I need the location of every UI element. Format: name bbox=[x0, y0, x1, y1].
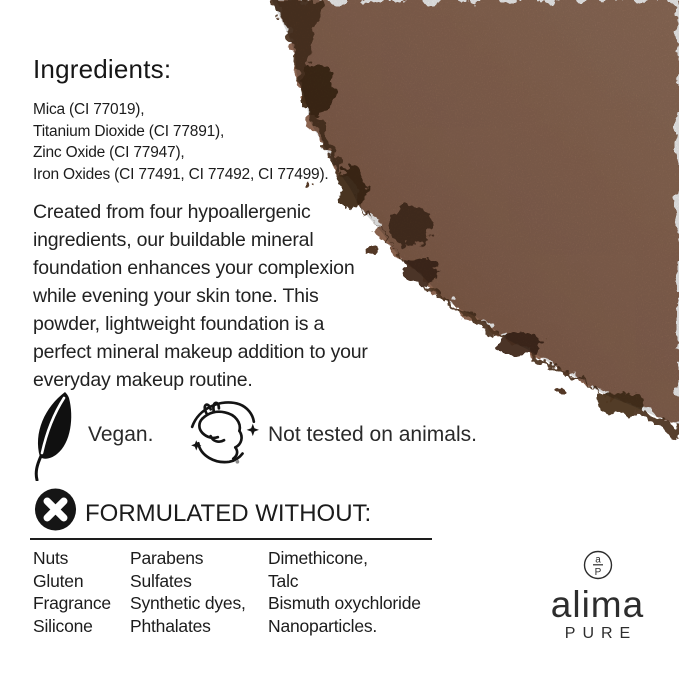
excluded-ingredient: Dimethicone, bbox=[268, 548, 368, 568]
ingredient-line: Mica (CI 77019), bbox=[33, 101, 145, 118]
ingredients-section bbox=[33, 54, 329, 185]
leaf-icon bbox=[29, 391, 81, 486]
brand-monogram-icon bbox=[582, 548, 614, 582]
cruelty-free-label: Not tested on animals. bbox=[268, 423, 477, 446]
ingredient-line: Titanium Dioxide (CI 77891), bbox=[33, 122, 225, 140]
formulated-without-header bbox=[30, 488, 450, 534]
excluded-ingredient: Sulfates bbox=[130, 570, 192, 591]
brand-tagline: PURE bbox=[564, 625, 638, 642]
excluded-ingredient: Talc bbox=[268, 570, 299, 591]
excluded-ingredient: Silicone bbox=[33, 615, 93, 636]
divider-line bbox=[30, 538, 432, 540]
leaping-bunny-icon bbox=[186, 396, 260, 475]
x-circle-icon bbox=[34, 488, 77, 536]
product-description bbox=[33, 198, 368, 394]
description-line: foundation enhances your complexion bbox=[33, 257, 355, 279]
description-line: perfect mineral makeup addition to your bbox=[33, 341, 368, 363]
description-line: while evening your skin tone. This bbox=[33, 285, 319, 307]
ingredient-line: Iron Oxides (CI 77491, CI 77492, CI 77499). bbox=[33, 165, 329, 183]
excluded-ingredient: Fragrance bbox=[33, 593, 111, 613]
description-line: ingredients, our buildable mineral bbox=[33, 229, 314, 251]
description-line: everyday makeup routine. bbox=[33, 369, 253, 391]
monogram-letter-top: a bbox=[594, 554, 601, 566]
vegan-label: Vegan. bbox=[88, 423, 154, 446]
excluded-ingredient: Parabens bbox=[130, 548, 204, 568]
formulated-without-heading: FORMULATED WITHOUT: bbox=[85, 500, 372, 527]
formulated-without-column bbox=[268, 547, 421, 637]
excluded-ingredient: Synthetic dyes, bbox=[130, 593, 246, 613]
brand-name: alima bbox=[550, 584, 645, 625]
ingredient-line: Zinc Oxide (CI 77947), bbox=[33, 144, 185, 161]
formulated-without-section bbox=[30, 488, 450, 636]
description-line: Created from four hypoallergenic bbox=[33, 201, 311, 223]
formulated-without-column bbox=[33, 547, 111, 637]
badges-row bbox=[28, 390, 548, 482]
excluded-ingredient: Nanoparticles. bbox=[268, 615, 378, 636]
brand-logo bbox=[535, 548, 660, 643]
excluded-ingredient: Gluten bbox=[33, 570, 84, 591]
description-line: powder, lightweight foundation is a bbox=[33, 313, 325, 335]
excluded-ingredient: Nuts bbox=[33, 548, 69, 568]
excluded-ingredient: Bismuth oxychloride bbox=[268, 593, 421, 613]
ingredients-heading: Ingredients: bbox=[33, 54, 172, 84]
formulated-without-column bbox=[130, 547, 246, 637]
monogram-letter-bottom: P bbox=[594, 567, 601, 578]
excluded-ingredient: Phthalates bbox=[130, 615, 211, 636]
